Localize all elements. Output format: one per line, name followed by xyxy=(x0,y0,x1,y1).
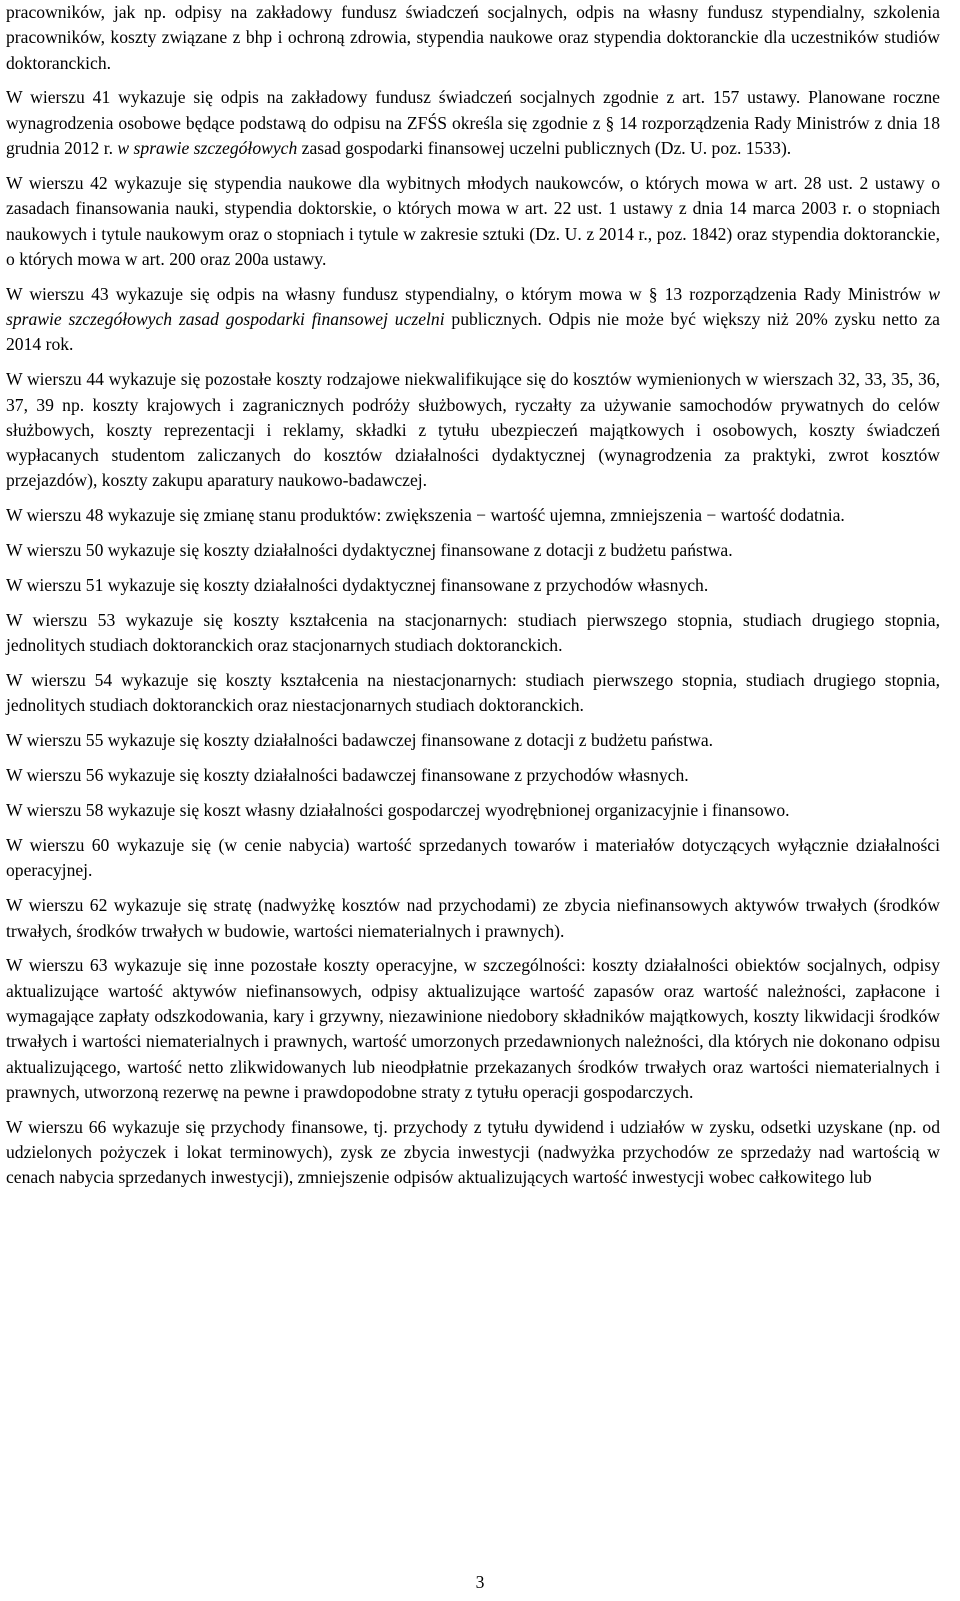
paragraph-row-53 xyxy=(6,608,940,659)
paragraph-tail: zasad gospodarki finansowej uczelni publicznych (Dz. U. poz. 1533). xyxy=(297,138,792,159)
paragraph-row-44 xyxy=(6,367,940,493)
row-reference: W wierszu 53 xyxy=(6,609,126,630)
paragraph-row-50 xyxy=(6,538,940,563)
row-reference: W wierszu 55 xyxy=(6,730,108,751)
paragraph-text: wykazuje się przychody finansowe, tj. przychody z tytułu dywidend i udziałów w zysku, odsetki uzyskane (np. od udzielonych pożyczek i lokat terminowych), zysk ze zbycia inwestycji (nadwyżka przychodów ze sprzedaży nad wartością w cenach nabycia sprzedanych inwestycji), zmniejszenie odpisów aktualizujących wartość inwestycji wobec całkowitego lub xyxy=(6,1116,940,1188)
paragraph-row-41 xyxy=(6,85,940,161)
paragraph-row-42 xyxy=(6,171,940,272)
paragraph-italic: w sprawie szczegółowych zasad gospodarki finansowej uczelni xyxy=(6,283,940,330)
paragraph-row-54 xyxy=(6,668,940,719)
paragraph-text: wykazuje się koszty działalności badawczej finansowane z przychodów własnych. xyxy=(107,765,689,786)
paragraph-text: wykazuje się koszty kształcenia na niestacjonarnych: studiach pierwszego stopnia, studiach drugiego stopnia, jednolitych studiach doktoranckich oraz niestacjonarnych studiach doktoranckich. xyxy=(6,670,940,716)
paragraph-text: wykazuje się odpis na własny fundusz stypendialny, o którym mowa w § 13 rozporządzenia Rady Ministrów xyxy=(115,283,929,304)
paragraph-text: wykazuje się inne pozostałe koszty operacyjne, w szczególności: koszty działalności obiektów socjalnych, odpisy aktualizujące wartość aktywów niefinansowych, odpisy aktualizujące wartość zapasów oraz wartość należności, zapłacone i wymagające zapłaty odszkodowania, kary i grzywny, niezawinione niedobory składników majątkowych, koszty likwidacji środków trwałych i wartości niematerialnych i prawnych, wartość umorzonych przedawnionych należności, dla których nie dokonano odpisu aktualizującego, wartość netto zlikwidowanych lub nieodpłatnie przekazanych środków trwałych oraz wartości niematerialnych i prawnych, utworzoną rezerwę na pewne i prawdopodobne straty z tytułu operacji gospodarczych. xyxy=(6,955,940,1102)
document-body xyxy=(6,0,940,1200)
page-number: 3 xyxy=(475,1572,485,1592)
row-reference: W wierszu 60 xyxy=(6,835,117,856)
paragraph-row-63 xyxy=(6,953,940,1105)
paragraph-italic: w sprawie szczegółowych xyxy=(117,138,298,159)
paragraph-tail: publicznych. Odpis nie może być większy niż 20% zysku netto za 2014 rok. xyxy=(6,309,940,355)
paragraph-text: wykazuje się koszt własny działalności gospodarczej wyodrębnionej organizacyjnie i finansowo. xyxy=(107,800,790,821)
row-reference: W wierszu 54 xyxy=(6,670,122,691)
paragraph-row-48 xyxy=(6,503,940,528)
paragraph-text: wykazuje się koszty kształcenia na stacjonarnych: studiach pierwszego stopnia, studiach drugiego stopnia, jednolitych studiach doktoranckich oraz stacjonarnych studiach doktoranckich. xyxy=(6,609,940,656)
paragraph-text: wykazuje się koszty działalności badawczej finansowane z dotacji z budżetu państwa. xyxy=(107,730,714,751)
paragraph-text: wykazuje się pozostałe koszty rodzajowe niekwalifikujące się do kosztów wymienionych w wierszach 32, 33, 35, 36, 37, 39 np. koszty krajowych i zagranicznych podróży służbowych, ryczałty za używanie samochodów prywatnych do celów służbowych, koszty reprezentacji i reklamy, składki z tytułu ubezpieczeń majątkowych i osobowych, koszty świadczeń wypłacanych studentom zaliczanych do kosztów działalności dydaktycznej (wynagrodzenia za praktyki, zwrot kosztów przejazdów), koszty zakupu aparatury naukowo-badawczej. xyxy=(6,369,940,491)
row-reference: W wierszu 42 xyxy=(6,172,115,193)
paragraph-intro xyxy=(6,0,940,76)
paragraph-row-60 xyxy=(6,833,940,884)
row-reference: W wierszu 51 xyxy=(6,575,108,596)
paragraph-text: wykazuje się (w cenie nabycia) wartość sprzedanych towarów i materiałów dotyczących wyłącznie działalności operacyjnej. xyxy=(6,835,940,881)
row-reference: W wierszu 50 xyxy=(6,540,108,561)
row-reference: W wierszu 48 xyxy=(6,505,108,526)
row-reference: W wierszu 44 xyxy=(6,369,109,390)
row-reference: W wierszu 41 xyxy=(6,87,119,108)
paragraph-text: wykazuje się koszty działalności dydaktycznej finansowane z dotacji z budżetu państwa. xyxy=(107,540,733,561)
paragraph-row-62 xyxy=(6,893,940,944)
paragraph-text: wykazuje się odpis na zakładowy fundusz świadczeń socjalnych zgodnie z art. 157 ustawy. Planowane roczne wynagrodzenia osobowe będące podstawą do odpisu na ZFŚS określa się zgodnie z § 14 rozporządzenia Rady Ministrów z dnia 18 grudnia 2012 r. xyxy=(6,87,940,159)
row-reference: W wierszu 62 xyxy=(6,895,114,916)
paragraph-row-51 xyxy=(6,573,940,598)
row-reference: W wierszu 58 xyxy=(6,800,108,821)
row-reference: W wierszu 43 xyxy=(6,283,116,304)
paragraph-text: wykazuje się koszty działalności dydaktycznej finansowane z przychodów własnych. xyxy=(107,575,709,596)
paragraph-row-58 xyxy=(6,798,940,823)
paragraph-row-43 xyxy=(6,282,940,358)
paragraph-text: wykazuje się zmianę stanu produktów: zwiększenia − wartość ujemna, zmniejszenia − wartość dodatnia. xyxy=(107,505,845,526)
paragraph-text: pracowników, jak np. odpisy na zakładowy fundusz świadczeń socjalnych, odpis na własny fundusz stypendialny, szkolenia pracowników, koszty związane z bhp i ochroną zdrowia, stypendia naukowe oraz stypendia doktoranckie dla uczestników studiów doktoranckich. xyxy=(6,2,940,73)
row-reference: W wierszu 66 xyxy=(6,1116,113,1137)
paragraph-row-55 xyxy=(6,728,940,753)
row-reference: W wierszu 56 xyxy=(6,765,108,786)
paragraph-text: wykazuje się stratę (nadwyżkę kosztów nad przychodami) ze zbycia niefinansowych aktywów trwałych (środków trwałych, środków trwałych w budowie, wartości niematerialnych i prawnych). xyxy=(6,895,940,941)
row-reference: W wierszu 63 xyxy=(6,955,114,976)
paragraph-text: wykazuje się stypendia naukowe dla wybitnych młodych naukowców, o których mowa w art. 28 ust. 2 ustawy o zasadach finansowania nauki, stypendia doktorskie, o których mowa w art. 22 ust. 1 ustawy z dnia 14 marca 2003 r. o stopniach naukowych i tytule naukowym oraz o stopniach i tytule w zakresie sztuki (Dz. U. z 2014 r., poz. 1842) oraz stypendia doktoranckie, o których mowa w art. 200 oraz 200a ustawy. xyxy=(6,172,941,269)
paragraph-row-56 xyxy=(6,763,940,788)
paragraph-row-66 xyxy=(6,1115,940,1191)
